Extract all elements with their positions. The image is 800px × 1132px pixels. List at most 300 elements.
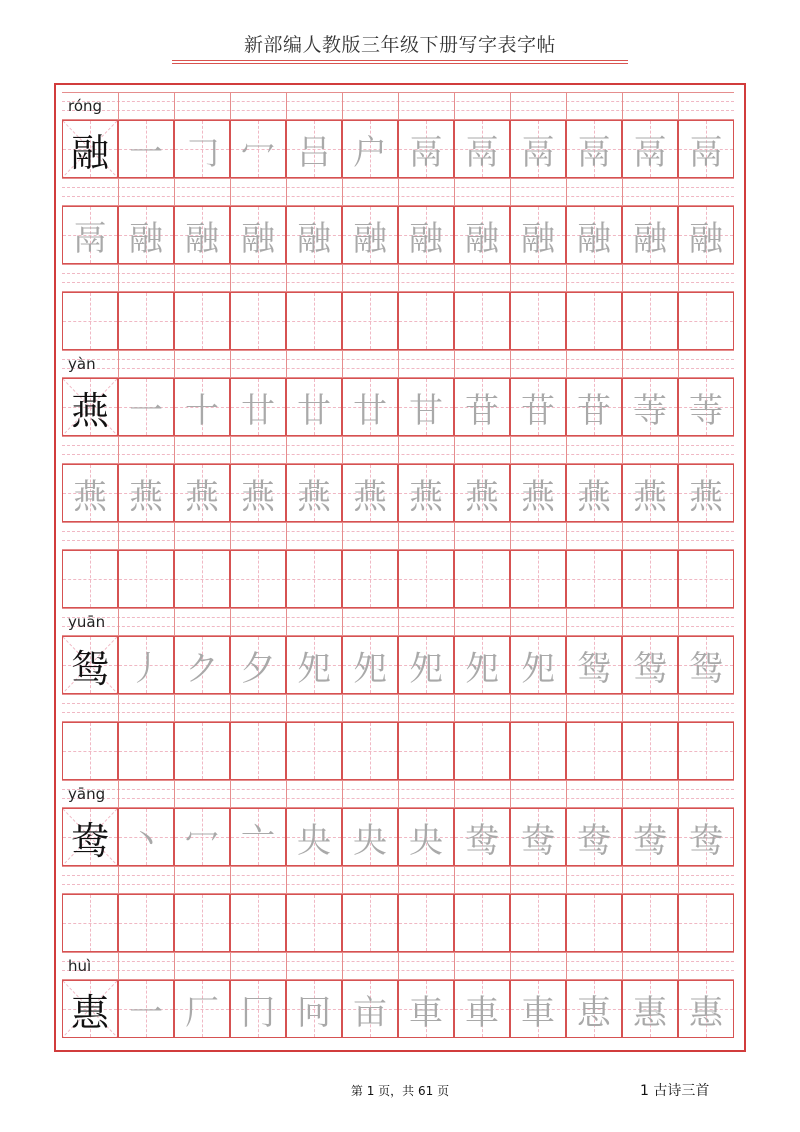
band-divider [286, 609, 287, 635]
practice-cell[interactable] [510, 636, 566, 694]
trace-character: 一 [129, 390, 163, 431]
trace-character: 𠃌 [185, 132, 219, 173]
trace-character [119, 723, 173, 779]
band-divider [342, 781, 343, 807]
practice-cell[interactable] [398, 464, 454, 522]
practice-cell[interactable] [342, 378, 398, 436]
model-character-cell[interactable] [62, 980, 118, 1038]
practice-cell[interactable] [678, 550, 734, 608]
practice-cell[interactable] [286, 808, 342, 866]
band-divider [622, 523, 623, 549]
practice-cell[interactable] [678, 378, 734, 436]
practice-cell[interactable] [118, 550, 174, 608]
practice-cell[interactable] [342, 120, 398, 178]
band-divider [510, 953, 511, 979]
practice-cell[interactable] [286, 206, 342, 264]
trace-character [231, 723, 285, 779]
practice-cell[interactable] [174, 722, 230, 780]
band-divider [118, 93, 119, 119]
practice-cell[interactable] [510, 292, 566, 350]
trace-character [455, 895, 509, 951]
practice-cell[interactable] [118, 464, 174, 522]
practice-cell[interactable] [678, 464, 734, 522]
band-divider [286, 351, 287, 377]
trace-character: 苷 [465, 390, 499, 431]
spacer-band [62, 694, 734, 722]
band-divider [230, 953, 231, 979]
band-divider [118, 437, 119, 463]
band-divider [622, 265, 623, 291]
trace-character: 夗 [353, 648, 387, 689]
trace-character [567, 551, 621, 607]
page-title: 新部编人教版三年级下册写字表字帖 [243, 34, 556, 56]
practice-cell[interactable] [454, 206, 510, 264]
band-divider [678, 437, 679, 463]
practice-cell[interactable] [174, 636, 230, 694]
band-divider [566, 93, 567, 119]
practice-cell[interactable] [678, 636, 734, 694]
practice-cell[interactable] [622, 550, 678, 608]
band-divider [230, 695, 231, 721]
trace-character: 燕 [241, 476, 275, 517]
practice-cell[interactable] [510, 722, 566, 780]
trace-character: 鬲 [465, 132, 499, 173]
practice-cell[interactable] [62, 894, 118, 952]
trace-character: 廿 [353, 390, 387, 431]
practice-cell[interactable] [510, 980, 566, 1038]
band-divider [398, 351, 399, 377]
practice-cell[interactable] [286, 120, 342, 178]
band-divider [398, 609, 399, 635]
trace-character [623, 895, 677, 951]
band-divider [566, 523, 567, 549]
band-divider [678, 953, 679, 979]
band-divider [174, 523, 175, 549]
band-divider [622, 867, 623, 893]
practice-cell[interactable] [62, 464, 118, 522]
practice-cell[interactable] [566, 722, 622, 780]
band-divider [398, 781, 399, 807]
practice-cell[interactable] [62, 550, 118, 608]
practice-cell[interactable] [174, 378, 230, 436]
practice-cell[interactable] [398, 206, 454, 264]
practice-cell[interactable] [230, 120, 286, 178]
band-divider [118, 523, 119, 549]
practice-cell[interactable] [454, 980, 510, 1038]
band-divider [174, 351, 175, 377]
model-character: 惠 [70, 990, 109, 1035]
practice-cell[interactable] [342, 550, 398, 608]
trace-character: 冋 [297, 992, 331, 1033]
practice-cell[interactable] [286, 292, 342, 350]
practice-cell[interactable] [286, 378, 342, 436]
trace-character [231, 895, 285, 951]
character-row [62, 894, 734, 952]
band-divider [174, 437, 175, 463]
practice-cell[interactable] [566, 980, 622, 1038]
trace-character [455, 551, 509, 607]
practice-cell[interactable] [622, 120, 678, 178]
band-divider [454, 781, 455, 807]
practice-cell[interactable] [174, 550, 230, 608]
model-character: 燕 [70, 388, 109, 433]
band-divider [510, 351, 511, 377]
trace-character: 融 [129, 218, 163, 259]
trace-character [455, 723, 509, 779]
band-divider [566, 437, 567, 463]
trace-character [119, 895, 173, 951]
character-row [62, 980, 734, 1038]
trace-character: 惠 [689, 992, 723, 1033]
practice-cell[interactable] [398, 378, 454, 436]
practice-cell[interactable] [286, 722, 342, 780]
practice-cell[interactable] [398, 894, 454, 952]
trace-character [455, 293, 509, 349]
trace-character: 䓁 [689, 390, 723, 431]
band-divider [566, 867, 567, 893]
practice-cell[interactable] [342, 206, 398, 264]
practice-cell[interactable] [510, 120, 566, 178]
trace-character: 車 [521, 992, 555, 1033]
trace-character: 央 [409, 820, 443, 861]
practice-cell[interactable] [230, 722, 286, 780]
trace-character: 苷 [577, 390, 611, 431]
practice-cell[interactable] [286, 636, 342, 694]
band-divider [118, 953, 119, 979]
practice-cell[interactable] [342, 980, 398, 1038]
character-row [62, 722, 734, 780]
practice-cell[interactable] [118, 894, 174, 952]
practice-cell[interactable] [174, 120, 230, 178]
band-divider [622, 609, 623, 635]
practice-cell[interactable] [678, 206, 734, 264]
practice-cell[interactable] [678, 292, 734, 350]
practice-cell[interactable] [62, 206, 118, 264]
band-divider [342, 695, 343, 721]
practice-cell[interactable] [286, 894, 342, 952]
practice-cell[interactable] [174, 206, 230, 264]
practice-cell[interactable] [118, 120, 174, 178]
band-divider [454, 437, 455, 463]
practice-cell[interactable] [118, 980, 174, 1038]
band-divider [342, 867, 343, 893]
practice-cell[interactable] [510, 378, 566, 436]
practice-cell[interactable] [118, 636, 174, 694]
trace-character [567, 723, 621, 779]
trace-character [399, 723, 453, 779]
band-divider [230, 179, 231, 205]
trace-character: 冖 [241, 132, 275, 173]
practice-cell[interactable] [678, 808, 734, 866]
practice-cell[interactable] [510, 206, 566, 264]
band-divider [286, 179, 287, 205]
practice-cell[interactable] [62, 722, 118, 780]
practice-cell[interactable] [678, 120, 734, 178]
trace-character: 燕 [73, 476, 107, 517]
practice-cell[interactable] [454, 120, 510, 178]
trace-character: 一 [129, 132, 163, 173]
pinyin-band [62, 952, 734, 980]
practice-cell[interactable] [398, 722, 454, 780]
practice-cell[interactable] [398, 550, 454, 608]
trace-character: 吕 [297, 132, 331, 173]
band-divider [286, 265, 287, 291]
practice-cell[interactable] [566, 808, 622, 866]
practice-cell[interactable] [454, 894, 510, 952]
trace-character: 車 [409, 992, 443, 1033]
practice-cell[interactable] [342, 464, 398, 522]
practice-cell[interactable] [230, 550, 286, 608]
practice-cell[interactable] [230, 636, 286, 694]
practice-cell[interactable] [230, 378, 286, 436]
pinyin-label: yàn [68, 355, 96, 373]
trace-character: 甘 [409, 390, 443, 431]
trace-character: 央 [297, 820, 331, 861]
practice-cell[interactable] [342, 636, 398, 694]
practice-cell[interactable] [230, 206, 286, 264]
band-divider [678, 781, 679, 807]
band-divider [622, 93, 623, 119]
practice-cell[interactable] [622, 808, 678, 866]
trace-character: 融 [521, 218, 555, 259]
trace-character: 丿 [129, 648, 163, 689]
practice-cell[interactable] [510, 464, 566, 522]
trace-character [511, 293, 565, 349]
trace-character: 夗 [297, 648, 331, 689]
trace-character: 亩 [353, 992, 387, 1033]
practice-cell[interactable] [566, 550, 622, 608]
band-divider [454, 93, 455, 119]
band-divider [678, 351, 679, 377]
practice-cell[interactable] [230, 808, 286, 866]
practice-cell[interactable] [566, 292, 622, 350]
practice-cell[interactable] [510, 894, 566, 952]
trace-character [287, 895, 341, 951]
trace-character: 燕 [689, 476, 723, 517]
trace-character [119, 551, 173, 607]
practice-cell[interactable] [230, 464, 286, 522]
trace-character: 冂 [241, 992, 275, 1033]
practice-cell[interactable] [398, 120, 454, 178]
band-divider [342, 437, 343, 463]
practice-cell[interactable] [342, 894, 398, 952]
practice-cell[interactable] [230, 894, 286, 952]
trace-character: 燕 [521, 476, 555, 517]
band-divider [174, 609, 175, 635]
practice-cell[interactable] [454, 722, 510, 780]
practice-cell[interactable] [566, 120, 622, 178]
band-divider [398, 179, 399, 205]
practice-cell[interactable] [622, 894, 678, 952]
band-divider [678, 609, 679, 635]
trace-character: 冖 [185, 820, 219, 861]
practice-cell[interactable] [174, 292, 230, 350]
trace-character: 鸯 [521, 820, 555, 861]
trace-character [175, 895, 229, 951]
model-character-cell[interactable] [62, 378, 118, 436]
trace-character [343, 293, 397, 349]
practice-cell[interactable] [398, 980, 454, 1038]
trace-character: 鬲 [633, 132, 667, 173]
trace-character: 苷 [521, 390, 555, 431]
trace-character [623, 551, 677, 607]
trace-character: 融 [577, 218, 611, 259]
character-row [62, 636, 734, 694]
practice-cell[interactable] [622, 292, 678, 350]
trace-character [679, 723, 733, 779]
practice-cell[interactable] [342, 808, 398, 866]
band-divider [230, 265, 231, 291]
trace-character: 融 [409, 218, 443, 259]
practice-cell[interactable] [62, 292, 118, 350]
trace-character: 融 [353, 218, 387, 259]
trace-character: 燕 [409, 476, 443, 517]
trace-character: 融 [633, 218, 667, 259]
pinyin-label: yuān [68, 613, 106, 631]
practice-cell[interactable] [622, 980, 678, 1038]
practice-cell[interactable] [118, 378, 174, 436]
practice-cell[interactable] [286, 464, 342, 522]
practice-cell[interactable] [342, 722, 398, 780]
practice-cell[interactable] [454, 292, 510, 350]
band-divider [342, 609, 343, 635]
practice-cell[interactable] [174, 808, 230, 866]
band-divider [454, 867, 455, 893]
practice-cell[interactable] [286, 550, 342, 608]
trace-character [287, 293, 341, 349]
band-divider [286, 953, 287, 979]
trace-character: 融 [689, 218, 723, 259]
trace-character: 廿 [297, 390, 331, 431]
band-divider [342, 93, 343, 119]
practice-cell[interactable] [566, 894, 622, 952]
trace-character: 䓁 [633, 390, 667, 431]
practice-cell[interactable] [622, 636, 678, 694]
practice-cell[interactable] [398, 808, 454, 866]
band-divider [230, 781, 231, 807]
page-number: 第 1 页，共 61 页 [350, 1084, 450, 1098]
trace-character: 厂 [185, 992, 219, 1033]
trace-character: 丶 [129, 820, 163, 861]
trace-character: 鸯 [633, 820, 667, 861]
trace-character [343, 723, 397, 779]
trace-character: 融 [297, 218, 331, 259]
practice-cell[interactable] [174, 894, 230, 952]
practice-cell[interactable] [454, 378, 510, 436]
practice-cell[interactable] [286, 980, 342, 1038]
band-divider [342, 179, 343, 205]
practice-cell[interactable] [678, 980, 734, 1038]
practice-cell[interactable] [454, 550, 510, 608]
practice-cell[interactable] [174, 464, 230, 522]
practice-cell[interactable] [454, 464, 510, 522]
spacer-band [62, 436, 734, 464]
band-divider [678, 179, 679, 205]
trace-character [287, 723, 341, 779]
practice-cell[interactable] [118, 292, 174, 350]
band-divider [342, 351, 343, 377]
band-divider [454, 265, 455, 291]
trace-character [511, 895, 565, 951]
trace-character [343, 895, 397, 951]
band-divider [342, 953, 343, 979]
model-character-cell[interactable] [62, 120, 118, 178]
practice-cell[interactable] [622, 722, 678, 780]
practice-cell[interactable] [566, 206, 622, 264]
band-divider [230, 867, 231, 893]
practice-cell[interactable] [174, 980, 230, 1038]
trace-character: 融 [241, 218, 275, 259]
practice-cell[interactable] [230, 980, 286, 1038]
trace-character: 車 [465, 992, 499, 1033]
practice-cell[interactable] [510, 808, 566, 866]
practice-cell[interactable] [678, 894, 734, 952]
band-divider [174, 695, 175, 721]
practice-cell[interactable] [342, 292, 398, 350]
trace-character: 融 [185, 218, 219, 259]
band-divider [622, 179, 623, 205]
band-divider [286, 867, 287, 893]
band-divider [510, 695, 511, 721]
practice-cell[interactable] [622, 378, 678, 436]
practice-cell[interactable] [398, 292, 454, 350]
band-divider [398, 523, 399, 549]
practice-cell[interactable] [118, 808, 174, 866]
band-divider [566, 609, 567, 635]
practice-cell[interactable] [454, 808, 510, 866]
trace-character [175, 723, 229, 779]
model-character-cell[interactable] [62, 636, 118, 694]
practice-cell[interactable] [230, 292, 286, 350]
trace-character [63, 551, 117, 607]
trace-character [119, 293, 173, 349]
practice-cell[interactable] [566, 378, 622, 436]
band-divider [566, 351, 567, 377]
lesson-label: 1 古诗三首 [640, 1083, 710, 1099]
band-divider [118, 695, 119, 721]
band-divider [454, 523, 455, 549]
practice-cell[interactable] [398, 636, 454, 694]
band-divider [678, 695, 679, 721]
practice-cell[interactable] [118, 722, 174, 780]
band-divider [286, 781, 287, 807]
band-divider [622, 437, 623, 463]
band-divider [286, 523, 287, 549]
practice-cell[interactable] [118, 206, 174, 264]
practice-cell[interactable] [566, 464, 622, 522]
trace-character: 亠 [241, 820, 275, 861]
trace-character: 燕 [577, 476, 611, 517]
model-character-cell[interactable] [62, 808, 118, 866]
practice-cell[interactable] [454, 636, 510, 694]
practice-cell[interactable] [622, 206, 678, 264]
trace-character [567, 895, 621, 951]
trace-character: 燕 [353, 476, 387, 517]
band-divider [622, 351, 623, 377]
trace-character [63, 895, 117, 951]
practice-cell[interactable] [622, 464, 678, 522]
practice-cell[interactable] [566, 636, 622, 694]
band-divider [678, 867, 679, 893]
trace-character [63, 723, 117, 779]
trace-character: 十 [185, 390, 219, 431]
trace-character [399, 551, 453, 607]
trace-character [175, 293, 229, 349]
practice-cell[interactable] [678, 722, 734, 780]
practice-cell[interactable] [510, 550, 566, 608]
band-divider [398, 93, 399, 119]
band-divider [510, 265, 511, 291]
